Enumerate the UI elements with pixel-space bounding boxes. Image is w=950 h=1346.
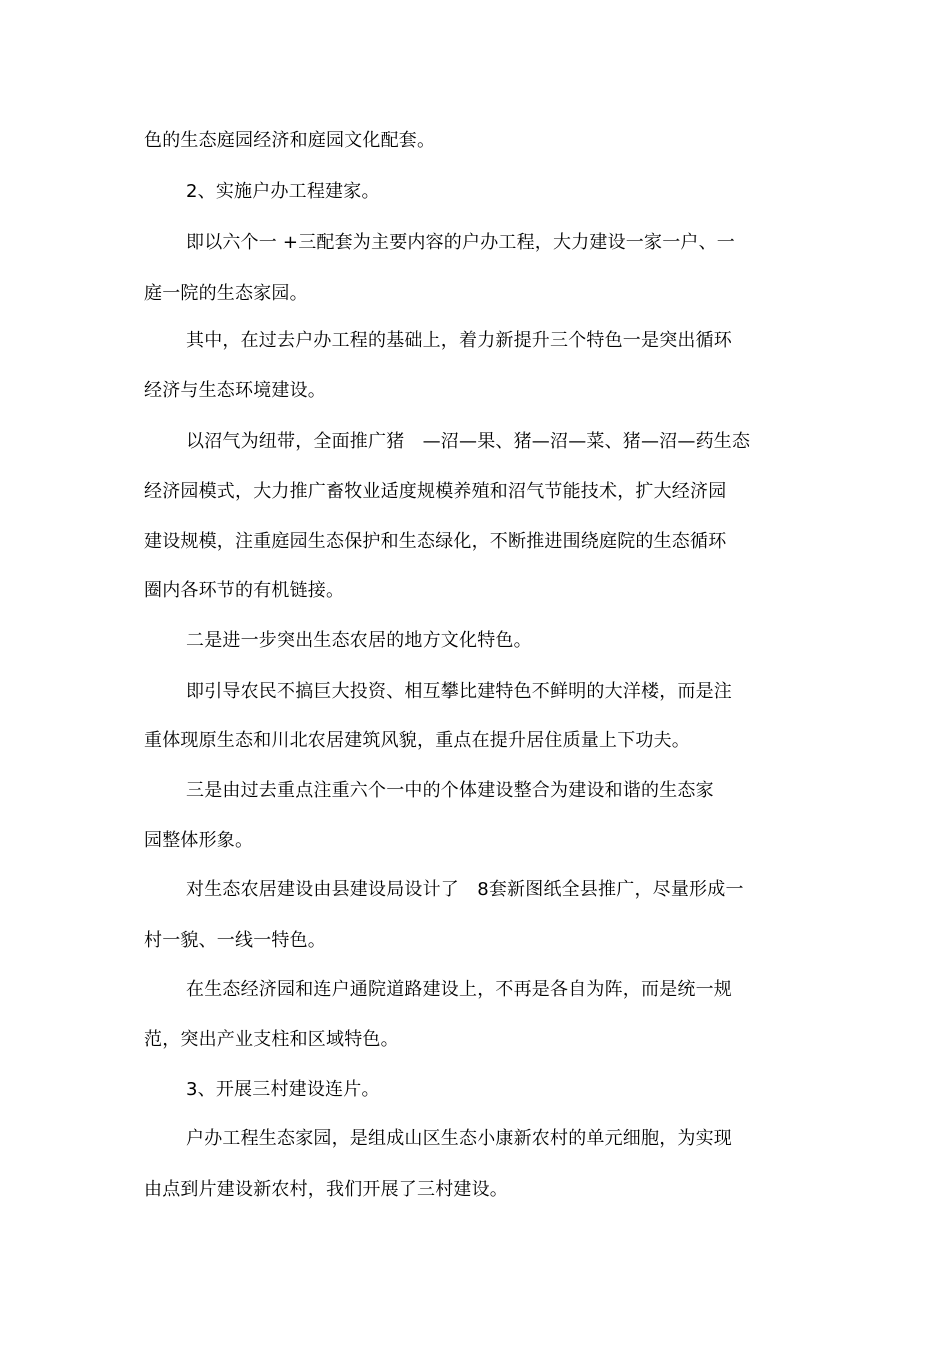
text-line: 经济园模式，大力推广畜牧业适度规模养殖和沼气节能技术，扩大经济园: [144, 481, 727, 502]
text-line: 其中，在过去户办工程的基础上，着力新提升三个特色一是突出循环: [186, 330, 732, 351]
text-line: 建设规模，注重庭园生态保护和生态绿化，不断推进围绕庭院的生态循环: [144, 531, 727, 552]
section-heading: 3、开展三村建设连片。: [186, 1079, 380, 1100]
text-line: 范，突出产业支柱和区域特色。: [144, 1029, 399, 1050]
text-line: 对生态农居建设由县建设局设计了 8套新图纸全县推广，尽量形成一: [186, 879, 744, 900]
text-line: 由点到片建设新农村，我们开展了三村建设。: [144, 1179, 508, 1200]
text-line: 以沼气为纽带，全面推广猪 —沼—果、猪—沼—菜、猪—沼—药生态: [186, 431, 751, 452]
text-line: 即引导农民不搞巨大投资、相互攀比建特色不鲜明的大洋楼，而是注: [186, 681, 732, 702]
text-line: 庭一院的生态家园。: [144, 283, 308, 304]
text-line: 圈内各环节的有机链接。: [144, 580, 345, 601]
text-line: 在生态经济园和连户通院道路建设上，不再是各自为阵，而是统一规: [186, 979, 732, 1000]
text-line: 色的生态庭园经济和庭园文化配套。: [144, 130, 436, 151]
text-line: 即以六个一 +三配套为主要内容的户办工程，大力建设一家一户、一: [186, 232, 736, 253]
text-line: 村一貌、一线一特色。: [144, 930, 326, 951]
text-line: 经济与生态环境建设。: [144, 380, 326, 401]
text-line: 园整体形象。: [144, 830, 254, 851]
text-line: 重体现原生态和川北农居建筑风貌，重点在提升居住质量上下功夫。: [144, 730, 690, 751]
section-heading: 2、实施户办工程建家。: [186, 181, 380, 202]
text-line: 户办工程生态家园，是组成山区生态小康新农村的单元细胞，为实现: [186, 1128, 732, 1149]
text-line: 二是进一步突出生态农居的地方文化特色。: [186, 630, 532, 651]
text-line: 三是由过去重点注重六个一中的个体建设整合为建设和谐的生态家: [186, 780, 714, 801]
